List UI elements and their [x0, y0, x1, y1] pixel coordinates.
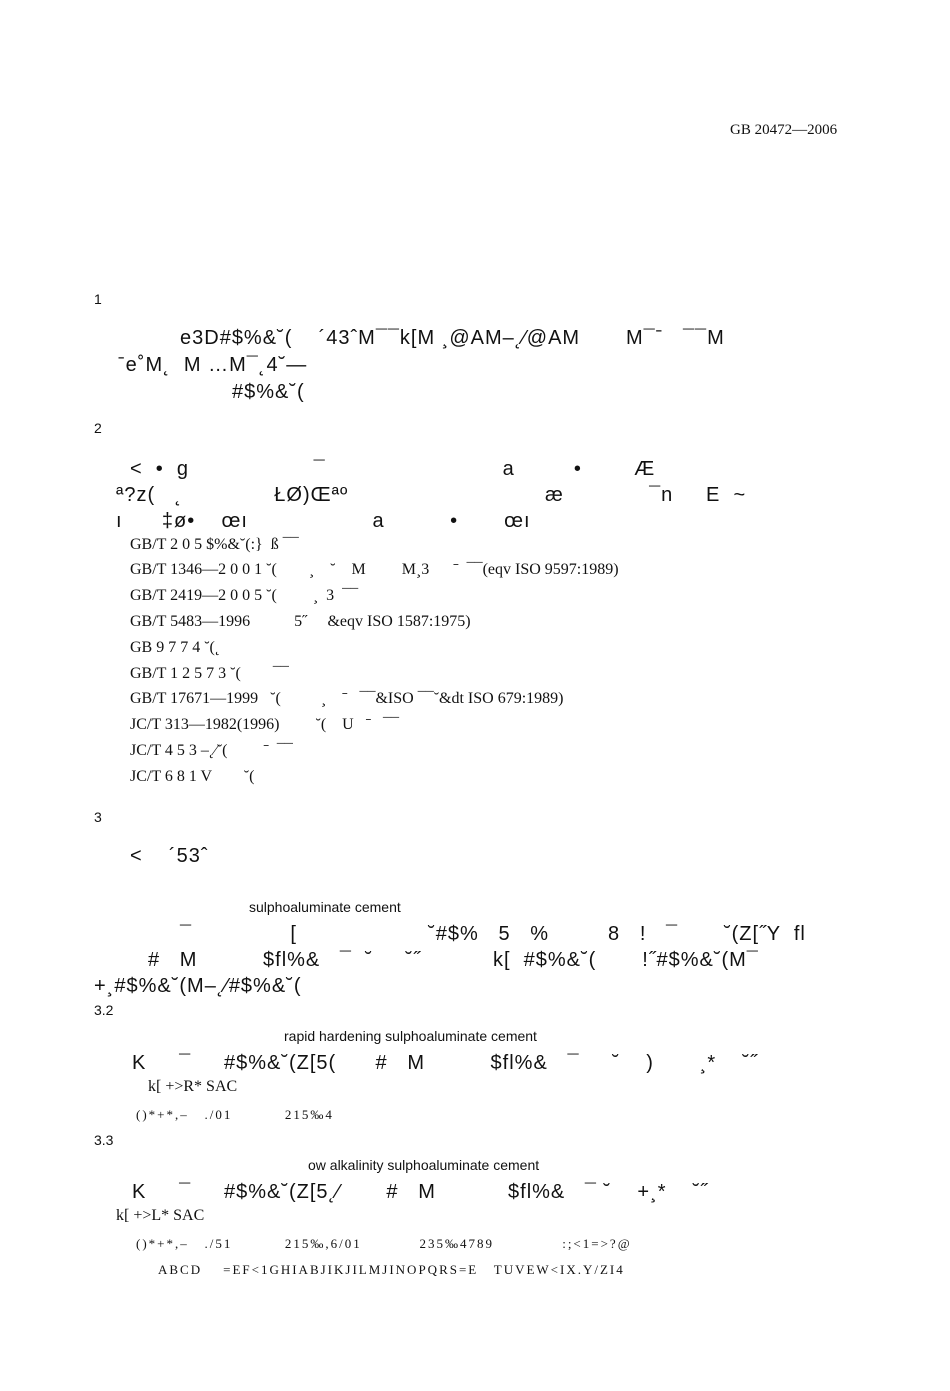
reference-item: GB/T 1346—2 0 0 1 ˘( ¸ ˘ M M¸3 ˉ ¯¯(eqv ISO 9597:1989)	[130, 561, 619, 578]
section-2-line-1: < • g ¯ a • Æ	[130, 458, 656, 480]
term-1-line-3: +¸#$%&˘(M–˛⁄#$%&˘(	[94, 975, 302, 997]
term-3-english: ow alkalinity sulphoaluminate cement	[308, 1157, 540, 1173]
reference-item: GB/T 17671—1999 ˘( ¸ ˉ ¯¯&ISO ¯¯˘&dt ISO 679:1989)	[130, 690, 564, 707]
section-1-line-3: #$%&˘(	[232, 381, 305, 403]
section-3-3-number: 3.3	[94, 1132, 114, 1148]
term-2-english: rapid hardening sulphoaluminate cement	[284, 1028, 537, 1044]
section-3-number: 3	[94, 809, 102, 825]
reference-item: GB 9 7 7 4 ˘(˛	[130, 639, 221, 656]
term-3-line-4: ABCD =EF<1GHIABJIKJILMJINOPQRS=E TUVEW<IX.Y/ZI4	[158, 1262, 625, 1277]
term-3-line-2: k[ +>L* SAC	[116, 1207, 205, 1224]
section-1-line-1: e3D#$%&˘( ´43ˆM¯¯k[M ¸@AM–˛⁄@AM M¯ˉ ¯¯M	[180, 327, 725, 349]
section-1-number: 1	[94, 291, 102, 307]
reference-item: JC/T 313—1982(1996) ˘( U ˉ ¯¯	[130, 716, 400, 733]
term-3-line-3: ()*+*,– ./51 215‰,6/01 235‰4789 :;<1=>?@	[136, 1236, 632, 1251]
term-3-line-1: K ¯ #$%&˘(Z[5˛⁄ # M $fl%& ¯ ˘ +¸* ˘˝	[132, 1181, 709, 1203]
term-2-line-2: k[ +>R* SAC	[148, 1078, 238, 1095]
reference-item: JC/T 6 8 1 V ˘(	[130, 768, 255, 785]
term-2-line-1: K ¯ #$%&˘(Z[5( # M $fl%& ¯ ˘ ) ¸* ˘˝	[132, 1052, 758, 1074]
section-2-line-2: ª?z( ˛ ŁØ)Œªº æ ¯n E ~	[116, 484, 747, 506]
reference-item: GB/T 2419—2 0 0 5 ˘( ¸ 3 ¯¯	[130, 587, 359, 604]
reference-item: GB/T 5483—1996 5˝ &eqv ISO 1587:1975)	[130, 613, 471, 630]
section-3-2-number: 3.2	[94, 1002, 114, 1018]
section-2-line-3: ı ‡ø• œı a • œı	[116, 510, 531, 532]
section-3-title: < ´53ˆ	[130, 845, 209, 867]
term-2-line-3: ()*+*,– ./01 215‰4	[136, 1107, 334, 1122]
term-1-line-1: ¯ [ ˘#$% 5 % 8 ! ¯ ˘(Z[˝Y fl	[180, 923, 806, 945]
term-1-line-2: # M $fl%& ¯ ˘ ˘˝ k[ #$%&˘( !˝#$%&˘(M¯	[148, 949, 759, 971]
standard-number: GB 20472—2006	[730, 122, 838, 138]
reference-item: JC/T 4 5 3 –˛⁄˘( ˉ ¯¯	[130, 742, 293, 759]
section-2-number: 2	[94, 420, 102, 436]
reference-item: GB/T 2 0 5 $%&˘(:} ß ¯¯	[130, 536, 299, 553]
reference-item: GB/T 1 2 5 7 3 ˘( ¯¯	[130, 665, 289, 682]
term-1-english: sulphoaluminate cement	[249, 899, 401, 915]
section-1-line-2: ˉe˚M˛ M …M¯˛4˘—	[118, 354, 308, 376]
